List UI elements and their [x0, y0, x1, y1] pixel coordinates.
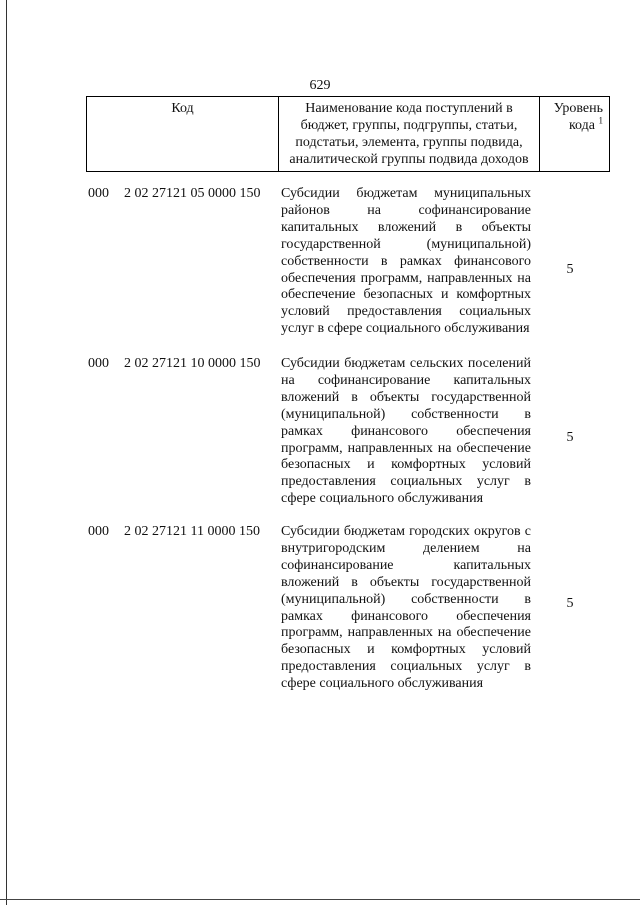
page-number: 629 — [309, 78, 331, 93]
row-name: Субсидии бюджетам городских округов с внутригородским делением на софинансирование капитальных вложений в объекты государственной (муниципальной) собственности в рамках финансового обеспечения программ, направленных на обеспечение безопасных и комфортных условий предоставления социальных услуг в сфере социального обслуживания — [281, 524, 531, 692]
row-level: 5 — [566, 430, 574, 445]
header-level-label: Уровень кода — [553, 101, 603, 133]
row-level: 5 — [566, 596, 574, 611]
row-code: 2 02 27121 10 0000 150 — [124, 356, 261, 371]
row-prefix: 000 — [88, 356, 109, 371]
row-level: 5 — [566, 262, 574, 277]
scan-edge-left — [6, 0, 7, 905]
row-code: 2 02 27121 11 0000 150 — [124, 524, 260, 539]
header-code: Код — [87, 97, 279, 172]
row-code: 2 02 27121 05 0000 150 — [124, 186, 261, 201]
row-name: Субсидии бюджетам муниципальных районов на софинансирование капитальных вложений в объекты государственной (муниципальной) собственности в рамках финансового обеспечения программ, направленных на обеспечение безопасных и комфортных условий предоставления социальных услуг в сфере социального обслуживания — [281, 186, 531, 337]
header-name: Наименование кода поступлений в бюджет, группы, подгруппы, статьи, подстатьи, элемента, группы подвида, аналитической группы подвида доходов — [279, 97, 540, 172]
row-prefix: 000 — [88, 524, 109, 539]
table-header — [86, 96, 610, 172]
header-level-footnote: 1 — [598, 115, 603, 126]
scan-edge-bottom — [0, 899, 640, 900]
row-name: Субсидии бюджетам сельских поселений на софинансирование капитальных вложений в объекты государственной (муниципальной) собственности в рамках финансового обеспечения программ, направленных на обеспечение безопасных и комфортных условий предоставления социальных услуг в сфере социального обслуживания — [281, 356, 531, 507]
row-prefix: 000 — [88, 186, 109, 201]
header-level — [540, 97, 610, 172]
